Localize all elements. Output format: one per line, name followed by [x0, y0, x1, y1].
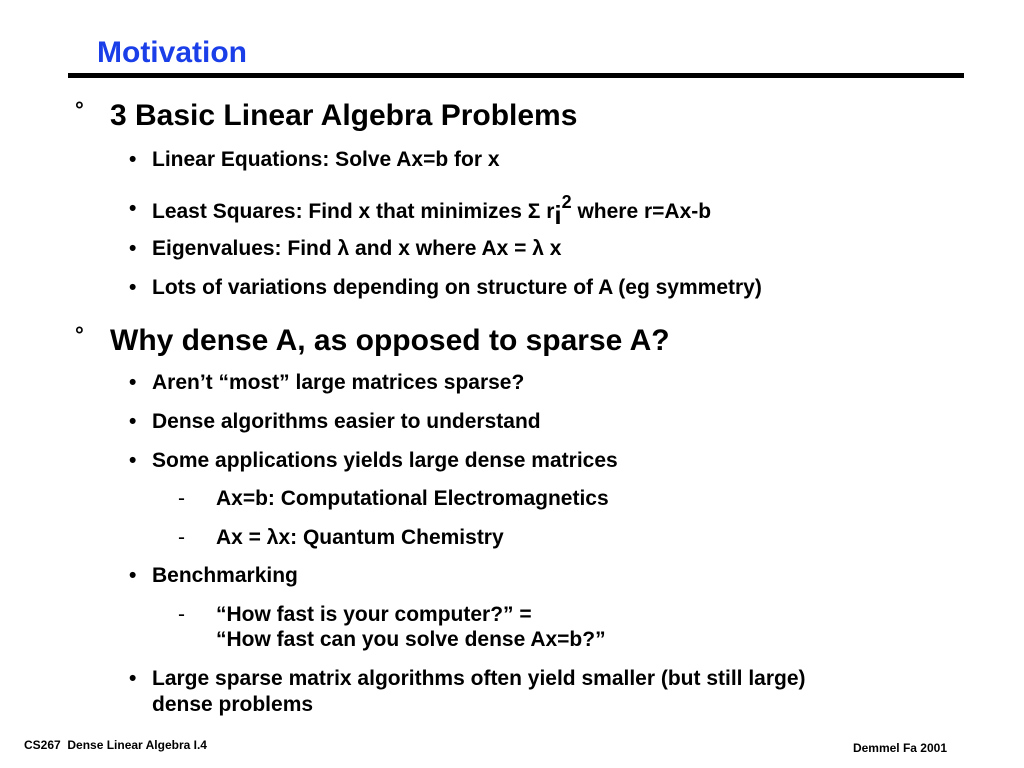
list-item-text: Some applications yields large dense matrices — [152, 449, 618, 472]
section-heading-text: 3 Basic Linear Algebra Problems — [110, 99, 578, 132]
list-item-variations — [129, 275, 762, 301]
list-item-text: dense problems — [152, 693, 314, 716]
bullet-icon: • — [129, 197, 137, 220]
subitem-text: “How fast can you solve dense Ax=b?” — [216, 628, 606, 651]
subitem-text: Ax=b: Computational Electromagnetics — [216, 487, 609, 510]
bullet-icon: • — [129, 148, 137, 171]
list-item-large-sparse-continued — [152, 692, 313, 718]
bullet-icon: • — [129, 410, 137, 433]
dash-icon: - — [178, 603, 185, 626]
section-heading-dense-vs-sparse — [75, 322, 670, 359]
bullet-icon: • — [129, 667, 137, 690]
slide-title: Motivation — [97, 36, 247, 69]
section-heading-text: Why dense A, as opposed to sparse A? — [110, 324, 670, 357]
list-item-linear-equations — [129, 147, 500, 173]
list-item-dense-easier — [129, 409, 541, 435]
list-item-applications — [129, 448, 618, 474]
list-item-eigenvalues — [129, 236, 562, 262]
list-item-sparse-question — [129, 370, 525, 396]
degree-bullet-icon: ° — [75, 322, 84, 347]
list-item-text: Aren’t “most” large matrices sparse? — [152, 371, 525, 394]
bullet-icon: • — [129, 371, 137, 394]
subitem-text: Ax = λx: Quantum Chemistry — [216, 526, 504, 549]
dash-icon: - — [178, 526, 185, 549]
dash-icon: - — [178, 487, 185, 510]
list-item-least-squares — [129, 192, 712, 230]
subitem-how-fast-computer — [178, 602, 532, 628]
subscript-i: i — [554, 200, 562, 230]
list-item-text: Large sparse matrix algorithms often yield smaller (but still large) — [152, 667, 806, 690]
superscript-2: 2 — [561, 192, 572, 212]
list-item-text: Linear Equations: Solve Ax=b for x — [152, 148, 500, 171]
degree-bullet-icon: ° — [75, 97, 84, 122]
list-item-text: Dense algorithms easier to understand — [152, 410, 541, 433]
list-item-text: Least Squares: Find x that minimizes Σ r — [152, 200, 555, 223]
bullet-icon: • — [129, 449, 137, 472]
list-item-text: Benchmarking — [152, 564, 298, 587]
footer-course-label: CS267 Dense Linear Algebra I.4 — [24, 738, 207, 752]
list-item-text-after: where r=Ax-b — [577, 200, 712, 223]
bullet-icon: • — [129, 276, 137, 299]
section-heading-basic-problems — [75, 97, 578, 134]
list-item-benchmarking — [129, 563, 298, 589]
list-item-text: Lots of variations depending on structure of A (eg symmetry) — [152, 276, 762, 299]
footer-author-label: Demmel Fa 2001 — [852, 741, 947, 755]
subitem-electromagnetics — [178, 486, 609, 512]
title-rule — [68, 73, 964, 78]
bullet-icon: • — [129, 237, 137, 260]
bullet-icon: • — [129, 564, 137, 587]
subitem-text: “How fast is your computer?” = — [216, 603, 532, 626]
list-item-large-sparse — [129, 666, 806, 692]
subitem-how-fast-solve — [216, 627, 606, 653]
list-item-text: Eigenvalues: Find λ and x where Ax = λ x — [152, 237, 562, 260]
subitem-quantum-chemistry — [178, 525, 504, 551]
